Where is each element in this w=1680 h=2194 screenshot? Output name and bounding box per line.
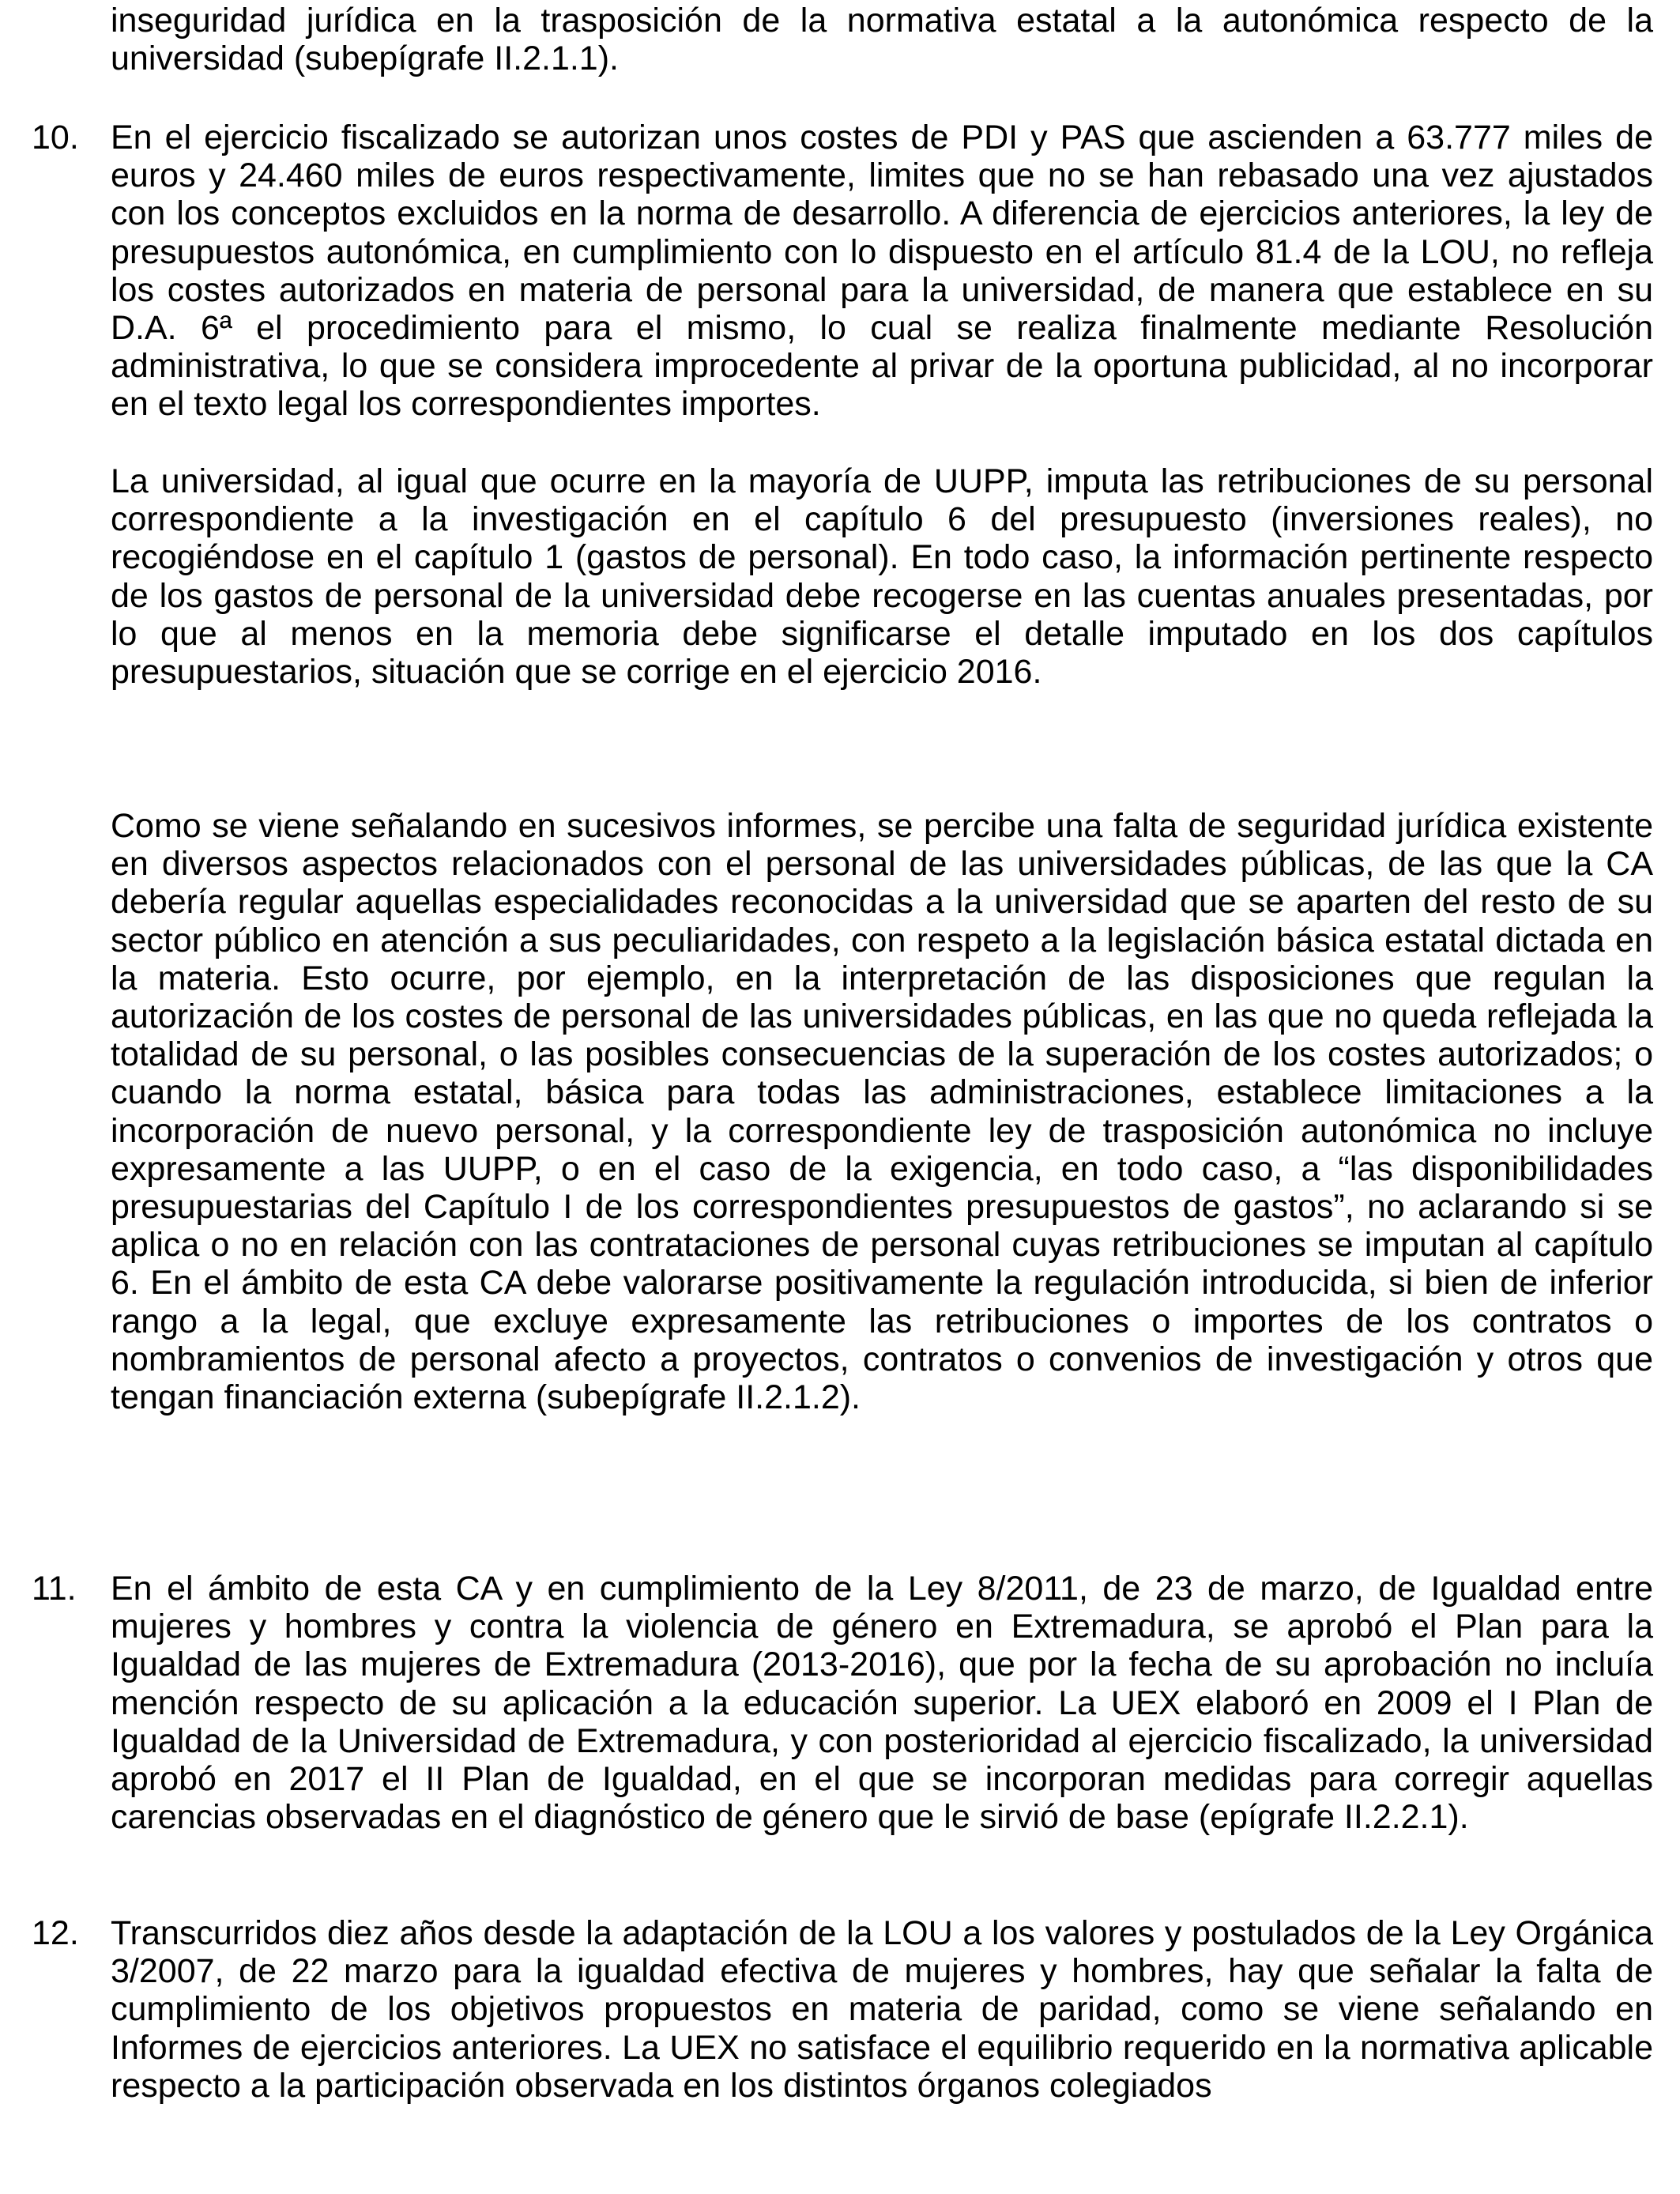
item-10-paragraph-2: La universidad, al igual que ocurre en la mayoría de UUPP, imputa las retribuciones de su personal correspondiente a la investigación en el capítulo 6 del presupuesto (inversiones reales), no recogiéndose en el capítulo 1 (gastos de personal). En todo caso, la información pertinente respecto de los gastos de personal de la universidad debe recogerse en las cuentas anuales presentadas, por lo que al menos en la memoria debe significarse el detalle imputado en los dos capítulos presupuestarios, situación que se corrige en el ejercicio 2016.: [111, 462, 1653, 692]
item-12-paragraph-1: Transcurridos diez años desde la adaptación de la LOU a los valores y postulados de la Ley Orgánica 3/2007, de 22 marzo para la igualdad efectiva de mujeres y hombres, hay que señalar la falta de cumplimiento de los objetivos propuestos en materia de paridad, como se viene señalando en Informes de ejercicios anteriores. La UEX no satisface el equilibrio requerido en la normativa aplicable respecto a la participación observada en los distintos órganos colegiados: [111, 1914, 1653, 2105]
continuation-paragraph: inseguridad jurídica en la trasposición de la normativa estatal a la autonómica respecto de la universidad (subepígrafe II.2.1.1).: [111, 2, 1653, 78]
item-number-12: 12.: [32, 1914, 79, 1952]
item-11-paragraph-1: En el ámbito de esta CA y en cumplimiento de la Ley 8/2011, de 23 de marzo, de Igualdad entre mujeres y hombres y contra la violencia de género en Extremadura, se aprobó el Plan para la Igualdad de las mujeres de Extremadura (2013-2016), que por la fecha de su aprobación no incluía mención respecto de su aplicación a la educación superior. La UEX elaboró en 2009 el I Plan de Igualdad de la Universidad de Extremadura, y con posterioridad al ejercicio fiscalizado, la universidad aprobó en 2017 el II Plan de Igualdad, en el que se incorporan medidas para corregir aquellas carencias observadas en el diagnóstico de género que le sirvió de base (epígrafe II.2.2.1).: [111, 1570, 1653, 1837]
item-number-11: 11.: [32, 1570, 77, 1608]
item-10-paragraph-3: Como se viene señalando en sucesivos informes, se percibe una falta de seguridad jurídica existente en diversos aspectos relacionados con el personal de las universidades públicas, de las que la CA debería regular aquellas especialidades reconocidas a la universidad que se aparten del resto de su sector público en atención a sus peculiaridades, con respeto a la legislación básica estatal dictada en la materia. Esto ocurre, por ejemplo, en la interpretación de las disposiciones que regulan la autorización de los costes de personal de las universidades públicas, en las que no queda reflejada la totalidad de su personal, o las posibles consecuencias de la superación de los costes autorizados; o cuando la norma estatal, básica para todas las administraciones, establece limitaciones a la incorporación de nuevo personal, y la correspondiente ley de trasposición autonómica no incluye expresamente a las UUPP, o en el caso de la exigencia, en todo caso, a “las disponibilidades presupuestarias del Capítulo I de los correspondientes presupuestos de gastos”, no aclarando si se aplica o no en relación con las contrataciones de personal cuyas retribuciones se imputan al capítulo 6. En el ámbito de esta CA debe valorarse positivamente la regulación introducida, si bien de inferior rango a la legal, que excluye expresamente las retribuciones o importes de los contratos o nombramientos de personal afecto a proyectos, contratos o convenios de investigación y otros que tengan financiación externa (subepígrafe II.2.1.2).: [111, 807, 1653, 1417]
item-number-10: 10.: [32, 119, 79, 156]
item-10-paragraph-1: En el ejercicio fiscalizado se autorizan unos costes de PDI y PAS que ascienden a 63.777 miles de euros y 24.460 miles de euros respectivamente, limites que no se han rebasado una vez ajustados con los conceptos excluidos en la norma de desarrollo. A diferencia de ejercicios anteriores, la ley de presupuestos autonómica, en cumplimiento con lo dispuesto en el artículo 81.4 de la LOU, no refleja los costes autorizados en materia de personal para la universidad, de manera que establece en su D.A. 6ª el procedimiento para el mismo, lo cual se realiza finalmente mediante Resolución administrativa, lo que se considera improcedente al privar de la oportuna publicidad, al no incorporar en el texto legal los correspondientes importes.: [111, 119, 1653, 424]
